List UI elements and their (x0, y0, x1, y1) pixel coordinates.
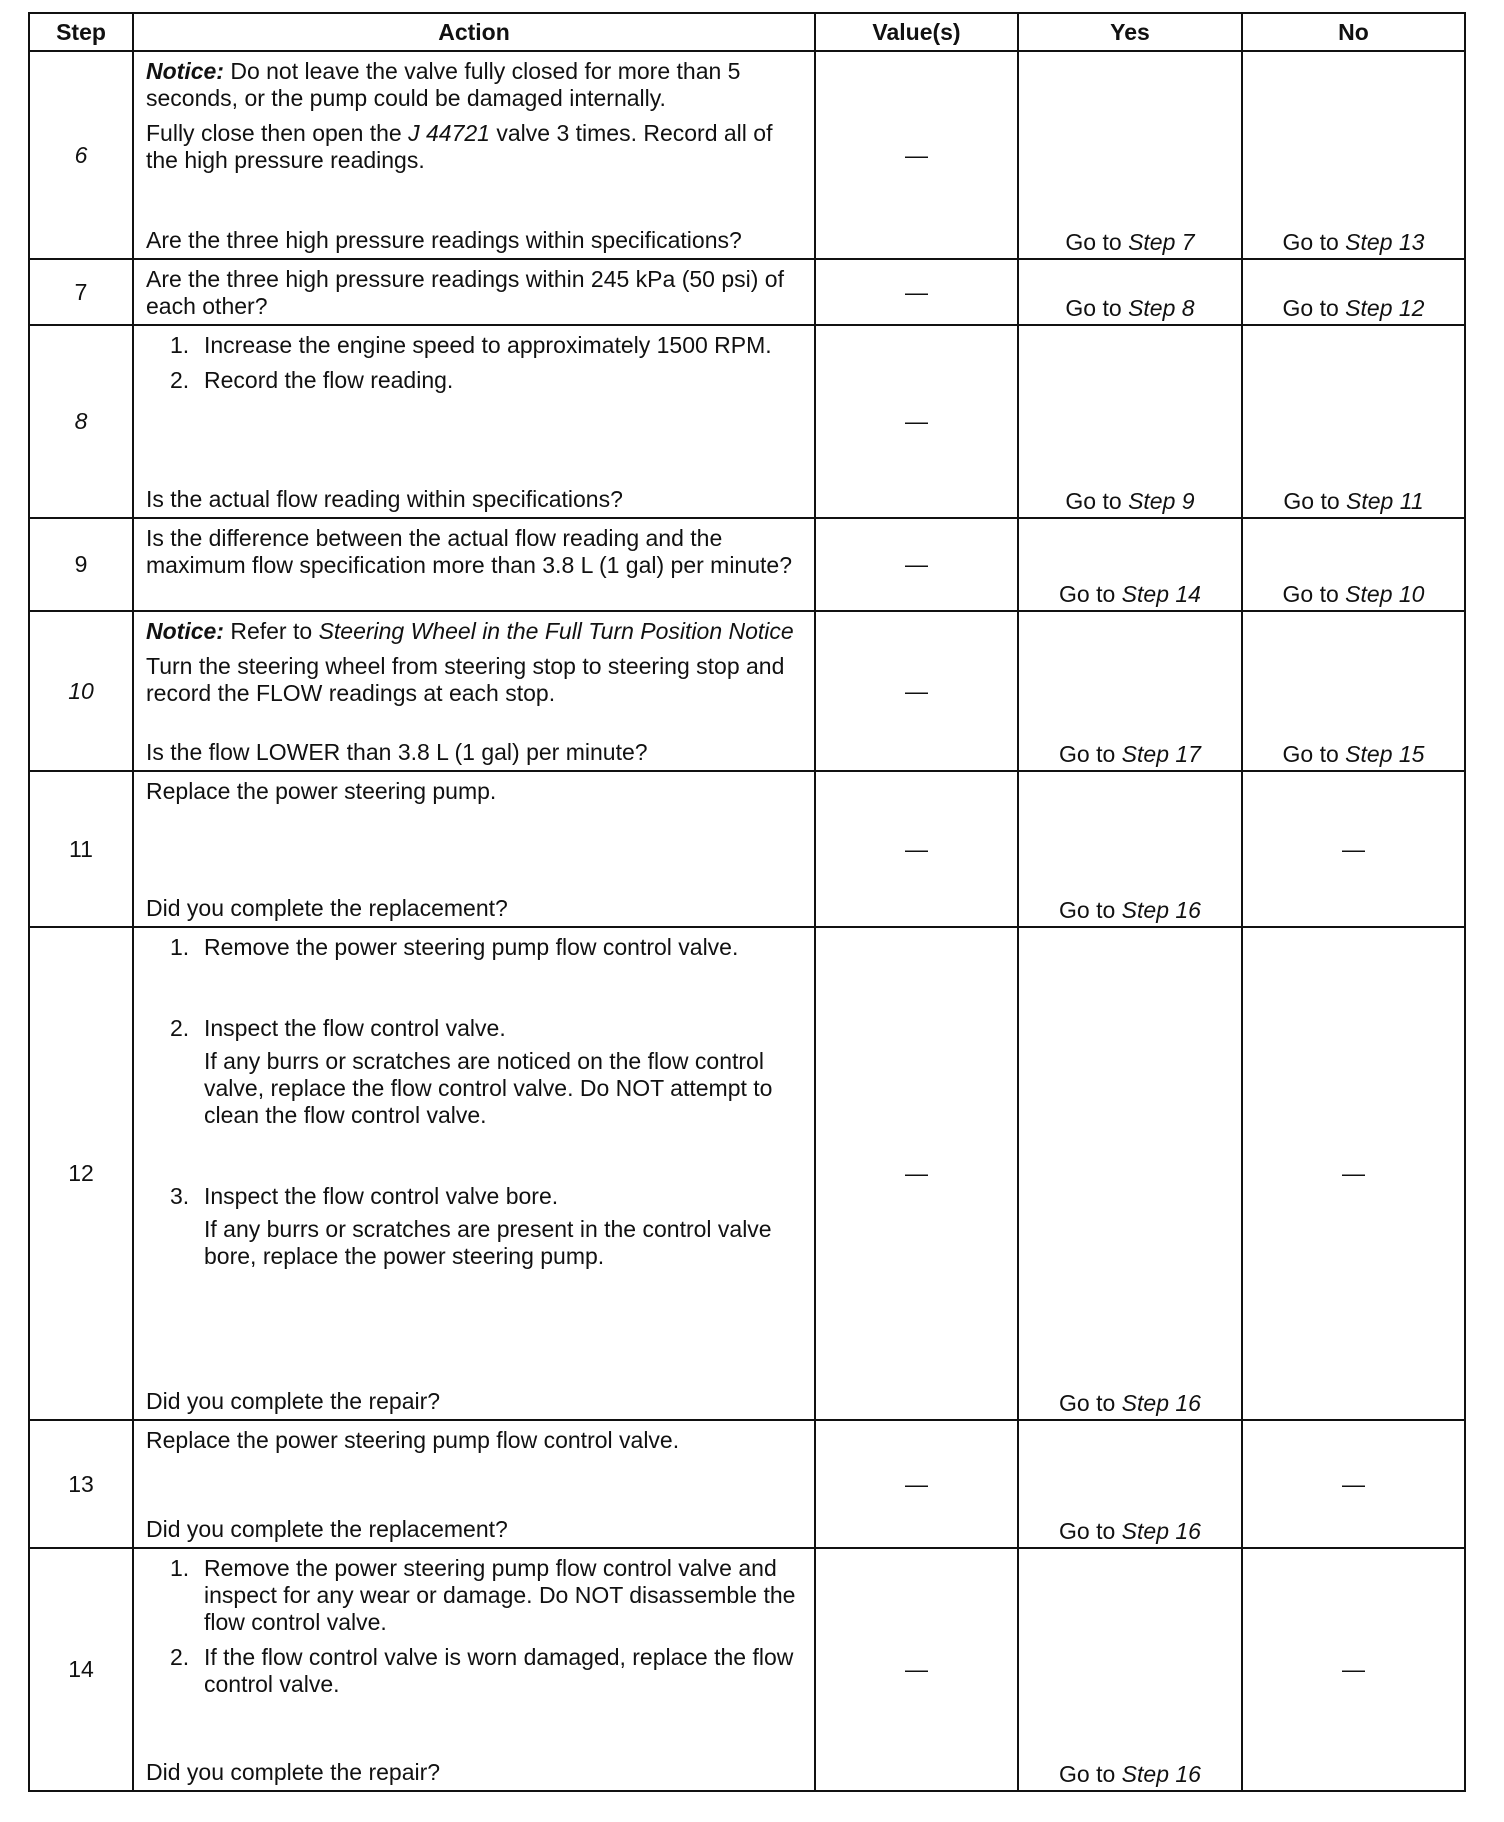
instruction: Replace the power steering pump flow control valve. (146, 1427, 680, 1453)
procedure-list (146, 934, 804, 1270)
goto-step-link[interactable]: Step 16 (1121, 1761, 1201, 1787)
goto-prefix: Go to (1282, 295, 1346, 321)
notice-label: Notice: (146, 618, 224, 644)
goto-step-link[interactable]: Step 14 (1121, 581, 1201, 607)
notice-text: Do not leave the valve fully closed for more than 5 seconds, or the pump could be damaged internally. (146, 58, 741, 111)
no-goto[interactable] (1242, 259, 1465, 325)
yes-goto[interactable] (1018, 927, 1242, 1420)
value-cell: — (815, 927, 1018, 1420)
header-action: Action (133, 13, 815, 51)
instruction-text: valve 3 times. Record all of the high pressure readings. (146, 120, 773, 173)
no-cell: — (1242, 1548, 1465, 1791)
notice-text: Refer to (223, 618, 319, 644)
goto-prefix: Go to (1059, 897, 1122, 923)
instruction: Turn the steering wheel from steering stop to steering stop and record the FLOW readings at each stop. (146, 653, 785, 706)
action-cell (133, 325, 815, 518)
item-text: Record the flow reading. (204, 367, 454, 393)
table-row (29, 51, 1465, 259)
item-text: Inspect the flow control valve bore. (204, 1183, 559, 1209)
item-number: 1. (170, 332, 190, 358)
goto-step-link[interactable]: Step 9 (1128, 488, 1195, 514)
item-text: Inspect the flow control valve. (204, 1015, 506, 1041)
question: Is the difference between the actual flow reading and the maximum flow specification more than 3.8 L (1 gal) per minute? (146, 525, 792, 578)
action-cell (133, 611, 815, 771)
step-number: 6 (29, 51, 133, 259)
goto-step-link[interactable]: Step 16 (1121, 1518, 1201, 1544)
goto-step-link[interactable]: Step 11 (1346, 488, 1424, 514)
question: Is the flow LOWER than 3.8 L (1 gal) per minute? (146, 739, 648, 765)
table-row (29, 611, 1465, 771)
header-no: No (1242, 13, 1465, 51)
diagnostic-table (28, 12, 1466, 1792)
step-number: 11 (29, 771, 133, 927)
question: Did you complete the replacement? (146, 1516, 508, 1542)
action-cell (133, 51, 815, 259)
goto-step-link[interactable]: Step 7 (1128, 229, 1195, 255)
item-text: Remove the power steering pump flow control valve and inspect for any wear or damage. Do NOT disassemble the flow control valve. (204, 1555, 796, 1635)
goto-step-link[interactable]: Step 12 (1345, 295, 1425, 321)
item-text: Increase the engine speed to approximately 1500 RPM. (204, 332, 772, 358)
action-cell (133, 259, 815, 325)
goto-step-link[interactable]: Step 8 (1128, 295, 1195, 321)
no-cell: — (1242, 1420, 1465, 1548)
header-values: Value(s) (815, 13, 1018, 51)
goto-prefix: Go to (1059, 1390, 1122, 1416)
header-row (29, 13, 1465, 51)
table-row (29, 1420, 1465, 1548)
value-cell: — (815, 259, 1018, 325)
question: Are the three high pressure readings within 245 kPa (50 psi) of each other? (146, 266, 784, 319)
no-goto[interactable] (1242, 518, 1465, 611)
question: Did you complete the repair? (146, 1759, 441, 1785)
list-item (170, 1183, 804, 1270)
goto-step-link[interactable]: Step 16 (1121, 897, 1201, 923)
table-row (29, 259, 1465, 325)
action-cell (133, 1420, 815, 1548)
no-goto[interactable] (1242, 611, 1465, 771)
action-cell (133, 771, 815, 927)
instruction: Replace the power steering pump. (146, 778, 497, 804)
item-number: 1. (170, 934, 190, 960)
item-detail: If any burrs or scratches are noticed on the flow control valve, replace the flow control valve. Do NOT attempt to clean the flow control valve. (204, 1048, 773, 1128)
action-cell (133, 927, 815, 1420)
table-row (29, 325, 1465, 518)
goto-prefix: Go to (1059, 741, 1122, 767)
value-cell: — (815, 771, 1018, 927)
notice-reference: Steering Wheel in the Full Turn Position Notice (318, 618, 794, 644)
item-detail: If any burrs or scratches are present in the control valve bore, replace the power steering pump. (204, 1216, 772, 1269)
goto-prefix: Go to (1282, 229, 1346, 255)
goto-step-link[interactable]: Step 16 (1121, 1390, 1201, 1416)
yes-goto[interactable] (1018, 259, 1242, 325)
list-item (170, 1015, 804, 1129)
no-goto[interactable] (1242, 325, 1465, 518)
question: Did you complete the replacement? (146, 895, 508, 921)
instruction-text: Fully close then open the (146, 120, 409, 146)
yes-goto[interactable] (1018, 1548, 1242, 1791)
item-number: 2. (170, 1644, 190, 1670)
goto-prefix: Go to (1059, 1518, 1122, 1544)
question: Did you complete the repair? (146, 1388, 441, 1414)
step-number: 13 (29, 1420, 133, 1548)
no-goto[interactable] (1242, 51, 1465, 259)
table-row (29, 771, 1465, 927)
step-number: 12 (29, 927, 133, 1420)
action-cell (133, 518, 815, 611)
notice-label: Notice: (146, 58, 224, 84)
step-number: 9 (29, 518, 133, 611)
no-cell: — (1242, 927, 1465, 1420)
notice (146, 618, 804, 645)
question: Is the actual flow reading within specifications? (146, 486, 623, 512)
table-row (29, 1548, 1465, 1791)
value-cell: — (815, 611, 1018, 771)
goto-prefix: Go to (1282, 581, 1346, 607)
item-number: 2. (170, 1015, 190, 1041)
item-number: 1. (170, 1555, 190, 1581)
value-cell: — (815, 1548, 1018, 1791)
table-row (29, 518, 1465, 611)
step-number: 8 (29, 325, 133, 518)
list-item (170, 1644, 804, 1698)
yes-goto[interactable] (1018, 518, 1242, 611)
yes-goto[interactable] (1018, 611, 1242, 771)
table-row (29, 927, 1465, 1420)
goto-prefix: Go to (1059, 1761, 1122, 1787)
list-item (170, 934, 804, 961)
no-cell: — (1242, 771, 1465, 927)
header-yes: Yes (1018, 13, 1242, 51)
item-number: 2. (170, 367, 190, 393)
list-item (170, 1555, 804, 1636)
goto-step-link[interactable]: Step 17 (1121, 741, 1201, 767)
list-item (170, 367, 804, 394)
step-number: 10 (29, 611, 133, 771)
step-number: 7 (29, 259, 133, 325)
value-cell: — (815, 518, 1018, 611)
header-step: Step (29, 13, 133, 51)
procedure-list (146, 332, 804, 394)
goto-step-link[interactable]: Step 10 (1345, 581, 1425, 607)
instruction (146, 120, 804, 174)
item-text: If the flow control valve is worn damaged, replace the flow control valve. (204, 1644, 794, 1697)
yes-goto[interactable] (1018, 51, 1242, 259)
yes-goto[interactable] (1018, 325, 1242, 518)
action-cell (133, 1548, 815, 1791)
goto-prefix: Go to (1283, 488, 1347, 514)
goto-prefix: Go to (1065, 488, 1129, 514)
step-number: 14 (29, 1548, 133, 1791)
question: Are the three high pressure readings within specifications? (146, 227, 742, 253)
goto-prefix: Go to (1282, 741, 1346, 767)
tool-reference: J 44721 (408, 120, 490, 146)
goto-step-link[interactable]: Step 13 (1345, 229, 1425, 255)
goto-prefix: Go to (1065, 295, 1129, 321)
goto-prefix: Go to (1059, 581, 1122, 607)
goto-step-link[interactable]: Step 15 (1345, 741, 1425, 767)
yes-goto[interactable] (1018, 771, 1242, 927)
item-text: Remove the power steering pump flow control valve. (204, 934, 739, 960)
value-cell: — (815, 325, 1018, 518)
yes-goto[interactable] (1018, 1420, 1242, 1548)
notice (146, 58, 804, 112)
value-cell: — (815, 1420, 1018, 1548)
goto-prefix: Go to (1065, 229, 1129, 255)
list-item (170, 332, 804, 359)
procedure-list (146, 1555, 804, 1698)
value-cell: — (815, 51, 1018, 259)
item-number: 3. (170, 1183, 190, 1209)
